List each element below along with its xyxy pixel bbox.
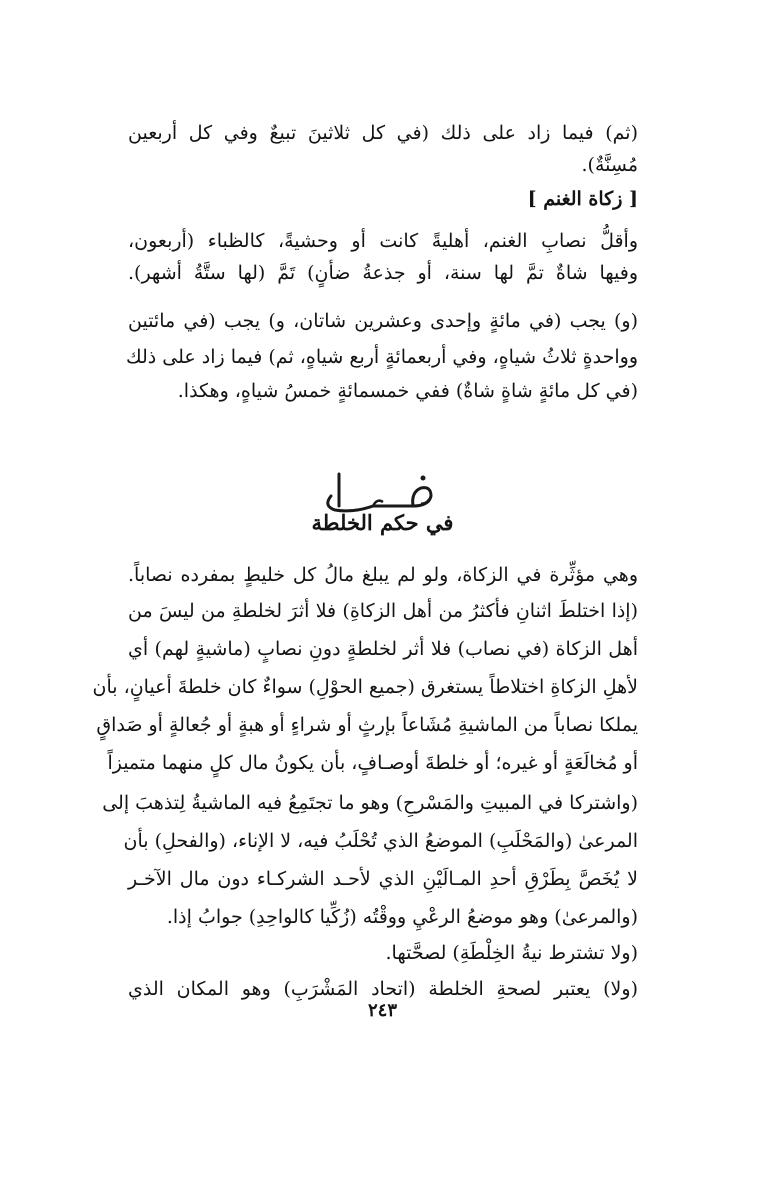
- text-line: (و) يجب (في مائةٍ وإحدى وعشرين شاتان، و) يجب (في مائتين: [128, 310, 638, 332]
- text-line: يملكا نصاباً من الماشيةِ مُشَاعاً بإرثٍ أو شراءٍ أو هبةٍ أو جُعالةٍ أو صَداقٍ: [96, 714, 638, 736]
- text-line: وهي مؤثِّرة في الزكاة، ولو لم يبلغ مالُ كل خليطٍ بمفرده نصاباً.: [128, 564, 638, 586]
- chapter-subtitle: في حكم الخلطة: [311, 510, 454, 535]
- text-line: مُسِنَّةٌ).: [581, 154, 638, 176]
- text-line: (في كل مائةٍ شاةٍ شاةٌ) ففي خمسمائةٍ خمسُ شياهٍ، وهكذا.: [177, 380, 638, 402]
- fasl-calligraphy-icon: [313, 466, 453, 516]
- text-line: لا يُخَصَّ بِطَرْقِ أحدِ المـالَيْنِ الذي لأحـد الشركـاء دون مال الآخـر: [128, 868, 638, 890]
- section-heading: [ زكاة الغنم ]: [527, 188, 638, 210]
- text-line: وواحدةٍ ثلاثُ شياهٍ، وفي أربعمائةٍ أربع شياهٍ، ثم) فيما زاد على ذلك: [126, 346, 638, 368]
- section-heading-sheep-zakat: [128, 184, 638, 216]
- text-line: أو مُخالَعَةٍ أو غيره؛ أو خلطةَ أوصـافٍ، بأن يكونُ مال كلٍ منهما متميزاً: [107, 752, 638, 774]
- text-line: المرعىٰ (والمَحْلَبِ) الموضعُ الذي تُحْلَبُ فيه، لا الإناء، (والفحلِ) بأن: [123, 830, 638, 852]
- paragraph-khulta: [92, 560, 638, 1000]
- text-line: أهل الزكاة (في نصاب) فلا أثر لخلطةٍ دونِ نصابٍ (ماشيةٍ لهم) أي: [128, 638, 638, 660]
- text-line: (ثم) فيما زاد على ذلك (في كل ثلاثينَ تبيعٌ وفي كل أربعين: [128, 122, 638, 144]
- text-line: وأقلُّ نصابِ الغنم، أهليةً كانت أو وحشيةً، كالظباء (أربعون،: [128, 230, 638, 252]
- paragraph-cow-zakat: [128, 118, 638, 182]
- text-line: (والمرعىٰ) وهو موضعُ الرعْيِ ووقْتُه (زُكِّيا كالواحِدِ) جوابُ إذا.: [166, 906, 638, 928]
- page-number: ٢٤٣: [367, 1000, 397, 1021]
- text-line: (واشتركا في المبيتِ والمَسْرحِ) وهو ما تجتَمِعُ فيه الماشيةُ لِتذهبَ إلى: [102, 792, 638, 814]
- text-line: وفيها شاةٌ تمَّ لها سنة، أو جذعةُ ضأنٍ) تَمَّ (لها ستَّةُ أشهر).: [128, 262, 638, 284]
- chapter-ornament: [0, 466, 765, 516]
- text-line: (ولا) يعتبر لصحةِ الخلطة (اتحاد المَشْرَبِ) وهو المكان الذي: [128, 978, 638, 1000]
- text-line: لأهلِ الزكاةِ اختلاطاً يستغرق (جميع الحوْلِ) سواءٌ كان خلطةَ أعيانٍ، بأن: [92, 676, 638, 698]
- text-line: (إذا اختلطَ اثنانِ فأكثرُ من أهل الزكاةِ) فلا أثرَ لخلطةِ من ليسَ من: [128, 600, 638, 622]
- text-line: (ولا تشترط نيةُ الخِلْطَةِ) لصحَّتها.: [385, 942, 638, 964]
- paragraph-sheep-zakat: [128, 226, 638, 406]
